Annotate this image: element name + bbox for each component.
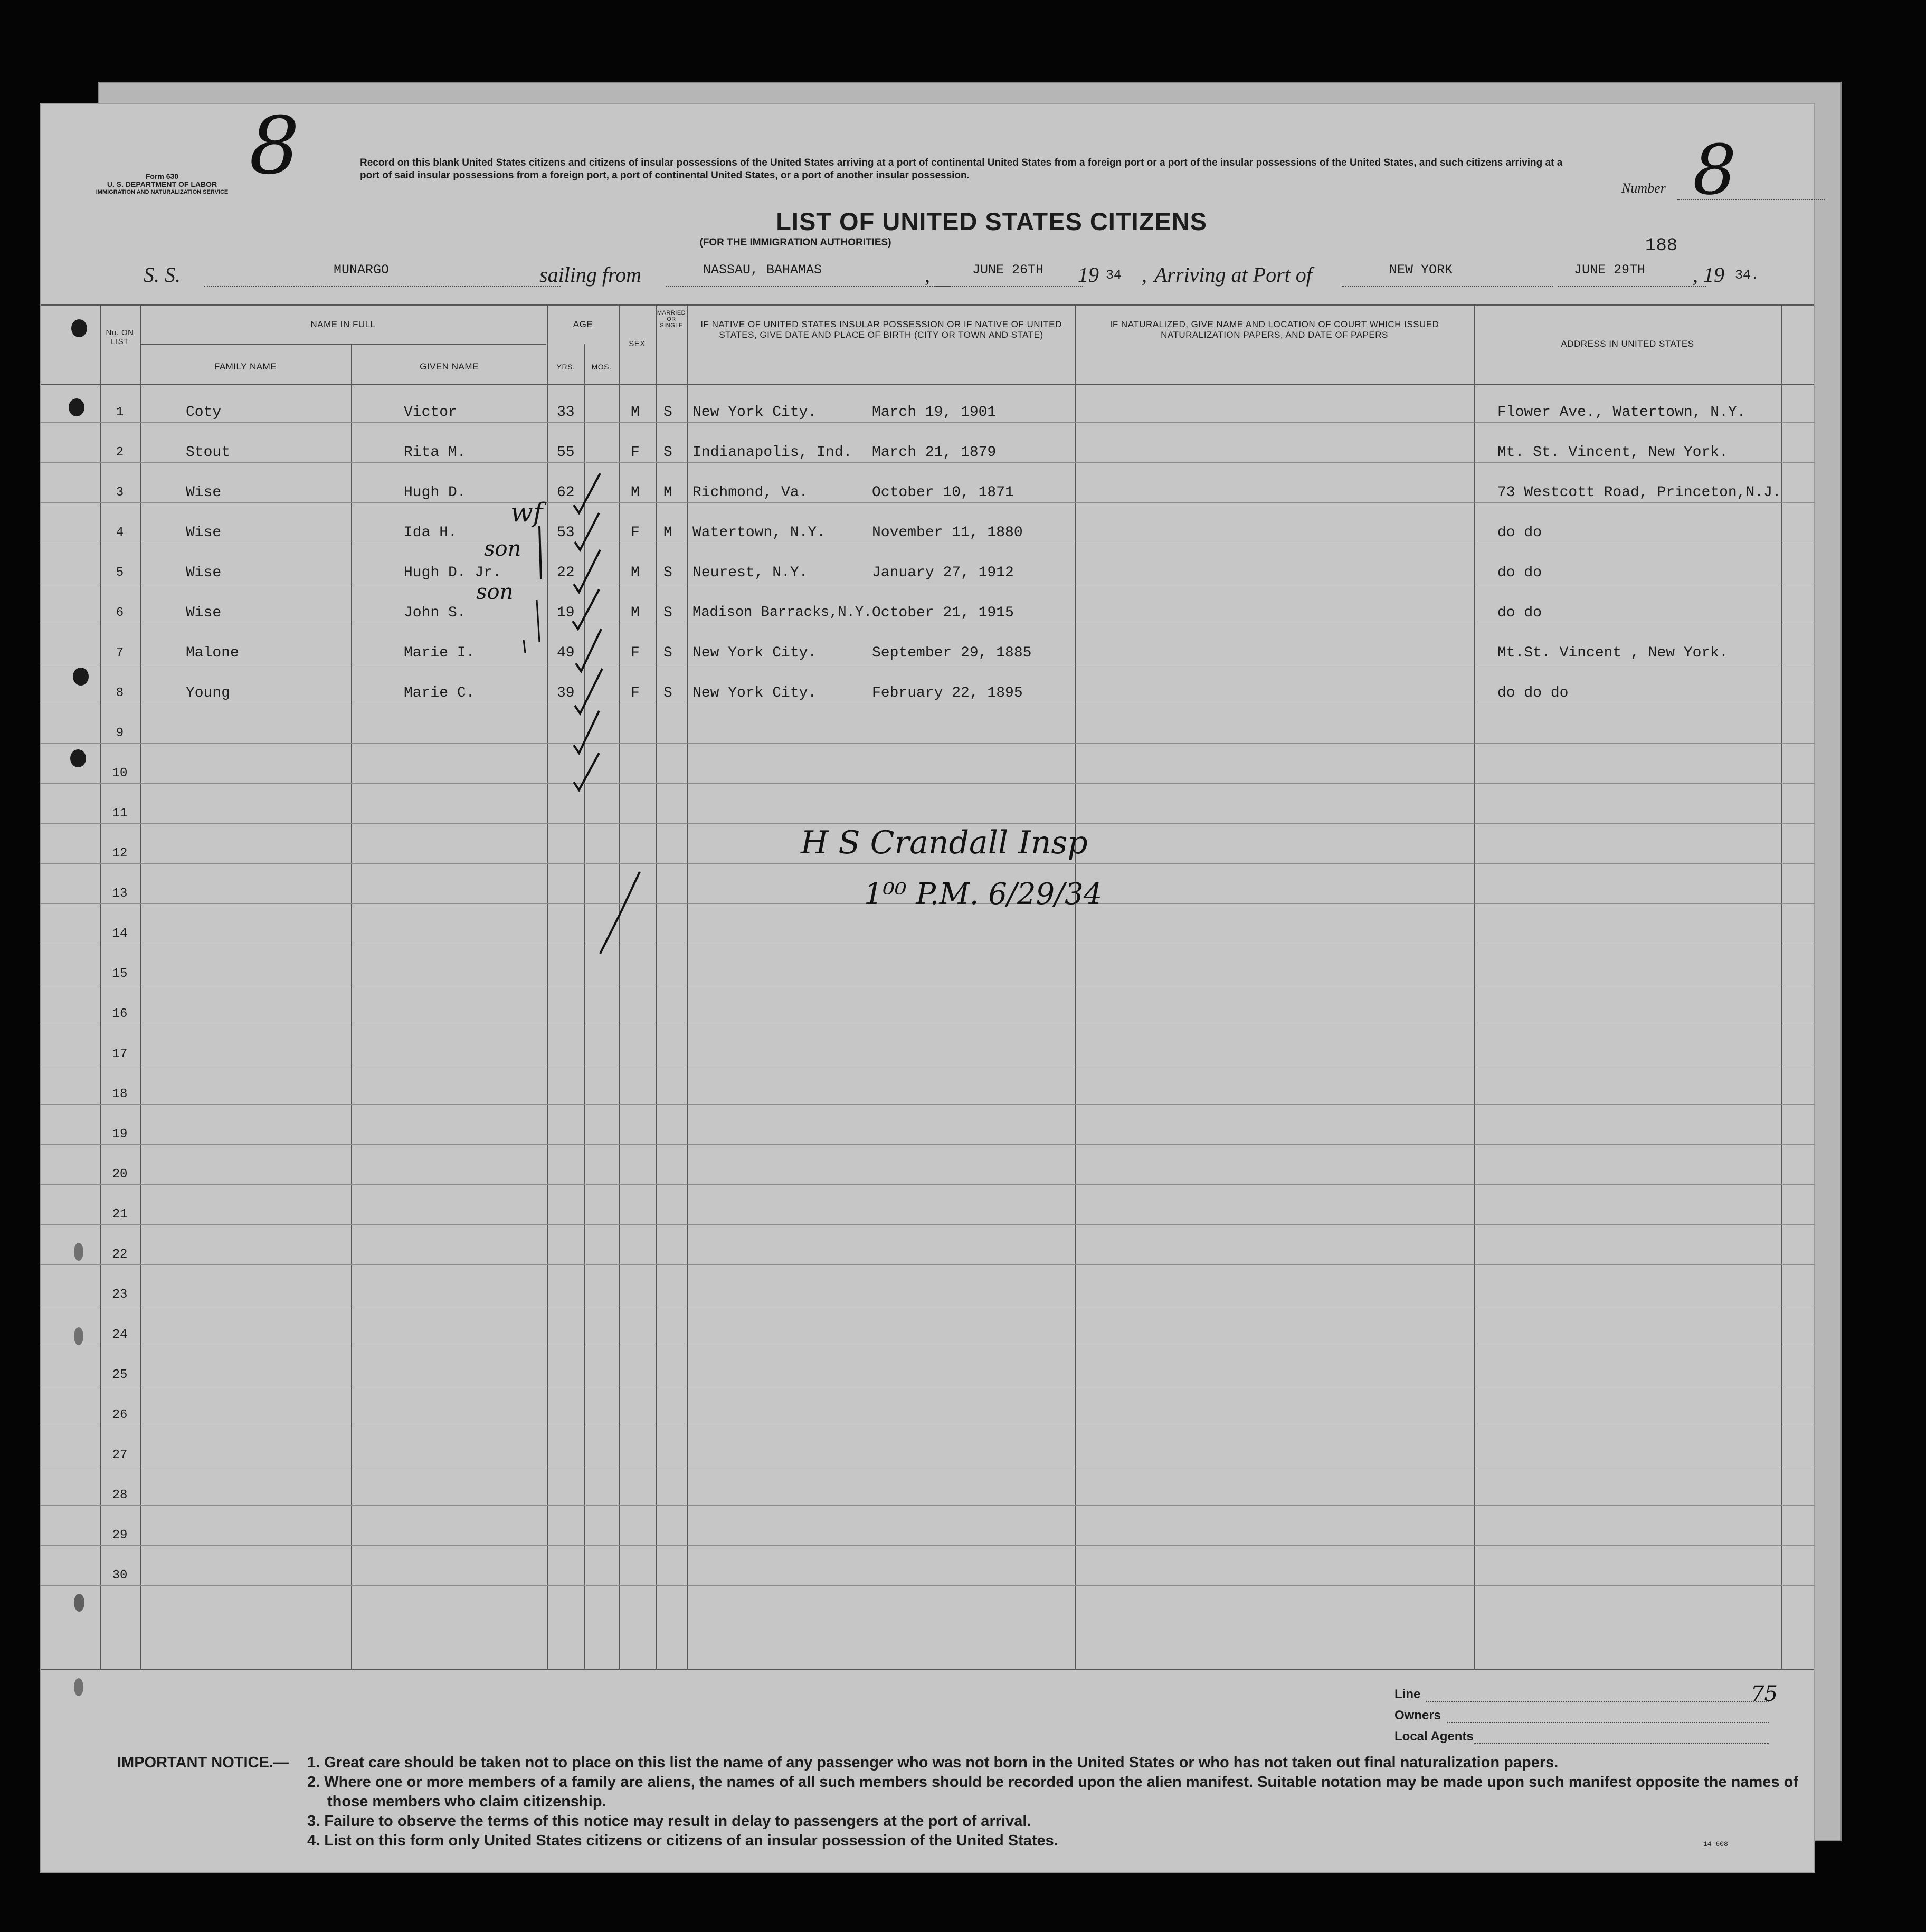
birth-date-cell: October 21, 1915 (872, 605, 1014, 621)
given-name-cell: Marie I. (404, 645, 475, 661)
row-number: 3 (116, 486, 124, 500)
row-number: 18 (112, 1087, 128, 1101)
marital-status-cell: S (663, 605, 672, 621)
header-married-or-single: MARRIED OR SINGLE (657, 310, 686, 329)
owners-label: Owners (1394, 1708, 1441, 1722)
birth-date-cell: September 29, 1885 (872, 645, 1032, 661)
sailing-label: sailing from (539, 263, 641, 287)
binder-hole (69, 398, 84, 416)
marital-status-cell: S (663, 685, 672, 701)
marital-status-cell: M (663, 484, 672, 501)
ruled-line (41, 1264, 1814, 1265)
header-family-name: FAMILY NAME (214, 361, 277, 372)
age-years-cell: 33 (557, 404, 575, 421)
marital-status-cell: S (663, 444, 672, 461)
row-number: 20 (112, 1167, 128, 1182)
sail-date: JUNE 26TH (972, 262, 1044, 278)
header-sex: SEX (629, 339, 646, 348)
sex-cell: M (631, 404, 640, 421)
notice-item-2: 2. Where one or more members of a family are aliens, the names of all such members should be recorded upon the alien manifest. Suitable notation may be made upon such manifest opposite the names of those members who claim citizenship. (307, 1774, 1798, 1810)
binder-hole (74, 1594, 84, 1612)
inspection-time: 1⁰⁰ P.M. 6/29/34 (864, 877, 1103, 911)
address-cell: do do (1497, 525, 1542, 541)
citizen-table (41, 304, 1814, 1671)
form-number: Form 630 (145, 172, 179, 180)
row-number: 21 (112, 1207, 128, 1222)
notice-item-3: 3. Failure to observe the terms of this notice may result in delay to passengers at the port of arrival. (307, 1813, 1031, 1830)
given-name-cell: Rita M. (404, 444, 466, 461)
birth-place-cell: New York City. (692, 645, 817, 661)
binder-hole (74, 1678, 83, 1696)
address-cell: Mt. St. Vincent, New York. (1497, 444, 1728, 461)
age-years-cell: 55 (557, 444, 575, 461)
row-number: 13 (112, 887, 128, 901)
row-number: 11 (112, 806, 128, 821)
age-years-cell: 22 (557, 565, 575, 581)
given-name-cell: Ida H. (404, 525, 457, 541)
row-number: 5 (116, 566, 124, 580)
corner-number: 8 (249, 100, 300, 192)
relation-note-wife: wf (510, 497, 543, 528)
given-name-cell: John S. (404, 605, 466, 621)
record-instructions: Record on this blank United States citizens and citizens of insular possessions of the United States arriving at a port of continental United States from a foreign port or a port of the insular possessions of the United States, and such citizens arriving at a port of said insular possessions from a foreign port, a port of continental United States, or a port of another insular possession. (360, 157, 1563, 181)
row-number: 30 (112, 1568, 128, 1583)
marital-status-cell: S (663, 404, 672, 421)
row-number: 14 (112, 927, 128, 941)
binder-hole (74, 1327, 83, 1345)
from-port: NASSAU, BAHAMAS (703, 262, 822, 278)
row-number: 7 (116, 646, 124, 660)
birth-place-cell: Watertown, N.Y. (692, 525, 826, 541)
given-name-cell: Hugh D. Jr. (404, 565, 501, 581)
given-name-cell: Marie C. (404, 685, 475, 701)
age-years-cell: 19 (557, 605, 575, 621)
ruled-line (41, 1144, 1814, 1145)
family-name-cell: Wise (186, 565, 222, 581)
sex-cell: M (631, 605, 640, 621)
number-label: Number (1621, 180, 1666, 196)
address-cell: Flower Ave., Watertown, N.Y. (1497, 404, 1746, 421)
row-number: 22 (112, 1248, 128, 1262)
notice-item-4: 4. List on this form only United States citizens or citizens of an insular possession of the United States. (307, 1832, 1058, 1849)
number-value: 8 (1693, 130, 1737, 210)
inspector-signature: H S Crandall Insp (801, 824, 1088, 861)
ruled-line (41, 1224, 1814, 1225)
line-label: Line (1394, 1687, 1421, 1701)
row-number: 26 (112, 1408, 128, 1422)
arriving-label: Arriving at Port of (1154, 263, 1312, 287)
age-years-cell: 53 (557, 525, 575, 541)
family-name-cell: Wise (186, 525, 222, 541)
ship-name: MUNARGO (334, 262, 390, 278)
birth-place-cell: Indianapolis, Ind. (692, 444, 852, 461)
family-name-cell: Coty (186, 404, 222, 421)
row-number: 24 (112, 1328, 128, 1342)
binder-hole (73, 668, 89, 686)
birth-date-cell: October 10, 1871 (872, 484, 1014, 501)
age-years-cell: 39 (557, 685, 575, 701)
ruled-line (41, 1184, 1814, 1185)
header-yrs: YRS. (556, 363, 575, 371)
department-label: U. S. DEPARTMENT OF LABOR (107, 180, 217, 188)
arrival-port: NEW YORK (1389, 262, 1453, 278)
notice-item-1: 1. Great care should be taken not to place on this list the name of any passenger who was not born in the United States or who has not taken out final naturalization papers. (307, 1754, 1559, 1771)
row-number: 9 (116, 726, 124, 740)
birth-date-cell: March 19, 1901 (872, 404, 997, 421)
row-number: 2 (116, 445, 124, 460)
ruled-line (41, 1545, 1814, 1546)
notice-heading: IMPORTANT NOTICE.— (117, 1754, 289, 1771)
row-number: 8 (116, 686, 124, 700)
sail-year: 34 (1106, 268, 1122, 283)
service-label: IMMIGRATION AND NATURALIZATION SERVICE (96, 189, 229, 195)
family-name-cell: Stout (186, 444, 231, 461)
sex-cell: F (631, 525, 640, 541)
row-number: 16 (112, 1007, 128, 1021)
page-title: LIST OF UNITED STATES CITIZENS (776, 207, 1207, 235)
header-mos: MOS. (591, 363, 612, 371)
address-cell: 73 Westcott Road, Princeton,N.J. (1497, 484, 1781, 501)
row-number: 25 (112, 1368, 128, 1382)
header-no-on-list: No. ON LIST (106, 328, 134, 346)
line-value: 75 (1751, 1682, 1778, 1706)
printing-code: 14—608 (1703, 1840, 1728, 1848)
sex-cell: F (631, 685, 640, 701)
sheet-number: 188 (1645, 236, 1678, 256)
header-name-in-full: NAME IN FULL (310, 319, 376, 329)
sail-year-prefix: 19 (1078, 263, 1099, 287)
binder-hole (71, 319, 87, 337)
address-cell: do do do (1497, 685, 1569, 701)
sex-cell: F (631, 444, 640, 461)
sex-cell: F (631, 645, 640, 661)
address-cell: do do (1497, 565, 1542, 581)
row-number: 4 (116, 526, 124, 540)
header-given-name: GIVEN NAME (420, 361, 479, 372)
header-naturalized: IF NATURALIZED, GIVE NAME AND LOCATION OF COURT WHICH ISSUED NATURALIZATION PAPERS, AND DATE OF PAPERS (1109, 319, 1439, 340)
row-number: 19 (112, 1127, 128, 1141)
header-age: AGE (573, 319, 593, 329)
manifest-sheet (40, 100, 1815, 1873)
local-agents-label: Local Agents (1394, 1729, 1474, 1744)
age-years-cell: 49 (557, 645, 575, 661)
family-name-cell: Wise (186, 484, 222, 501)
row-number: 28 (112, 1488, 128, 1502)
row-number: 23 (112, 1288, 128, 1302)
given-name-cell: Hugh D. (404, 484, 466, 501)
age-years-cell: 62 (557, 484, 575, 501)
family-name-cell: Wise (186, 605, 222, 621)
row-number: 17 (112, 1047, 128, 1061)
marital-status-cell: S (663, 645, 672, 661)
arrival-date: JUNE 29TH (1574, 262, 1646, 278)
row-number: 1 (116, 405, 124, 420)
relation-note-son: son (476, 580, 514, 604)
row-number: 29 (112, 1528, 128, 1543)
birth-date-cell: February 22, 1895 (872, 685, 1023, 701)
birth-date-cell: March 21, 1879 (872, 444, 997, 461)
voyage-line: S. S. MUNARGO sailing from NASSAU, BAHAMAS , JUNE 26TH 19 34 , Arriving at Port of NEW YORK JUNE 29TH , 19 34. (144, 262, 1759, 287)
row-number: 12 (112, 846, 128, 861)
address-cell: do do (1497, 605, 1542, 621)
birth-place-cell: Neurest, N.Y. (692, 565, 808, 581)
binder-hole (74, 1243, 83, 1261)
given-name-cell: Victor (404, 404, 457, 421)
birth-place-cell: Richmond, Va. (692, 484, 808, 501)
row-number: 6 (116, 606, 124, 620)
address-cell: Mt.St. Vincent , New York. (1497, 645, 1728, 661)
birth-date-cell: November 11, 1880 (872, 525, 1023, 541)
row-number: 10 (112, 766, 128, 781)
sex-cell: M (631, 484, 640, 501)
sex-cell: M (631, 565, 640, 581)
binder-hole (70, 749, 86, 767)
ss-label: S. S. (144, 263, 181, 287)
arrival-year-prefix: 19 (1703, 263, 1724, 287)
page-subtitle: (FOR THE IMMIGRATION AUTHORITIES) (699, 237, 891, 248)
ruled-line (41, 1104, 1814, 1105)
family-name-cell: Malone (186, 645, 239, 661)
ruled-line (41, 1585, 1814, 1586)
form-info (72, 173, 252, 196)
row-number: 27 (112, 1448, 128, 1462)
arrival-year: 34. (1735, 268, 1759, 283)
row-number: 15 (112, 967, 128, 981)
marital-status-cell: S (663, 565, 672, 581)
birth-date-cell: January 27, 1912 (872, 565, 1014, 581)
header-birth: IF NATIVE OF UNITED STATES INSULAR POSSESSION OR IF NATIVE OF UNITED STATES, GIVE DATE AND PLACE OF BIRTH (CITY OR TOWN AND STATE) (700, 319, 1062, 340)
family-name-cell: Young (186, 685, 231, 701)
birth-place-cell: Madison Barracks,N.Y. (692, 605, 872, 621)
header-address: ADDRESS IN UNITED STATES (1561, 339, 1694, 349)
marital-status-cell: M (663, 525, 672, 541)
notice-items (307, 1753, 1801, 1851)
ruled-line (41, 1505, 1814, 1506)
birth-place-cell: New York City. (692, 404, 817, 421)
birth-place-cell: New York City. (692, 685, 817, 701)
relation-note-son: son (484, 537, 521, 561)
